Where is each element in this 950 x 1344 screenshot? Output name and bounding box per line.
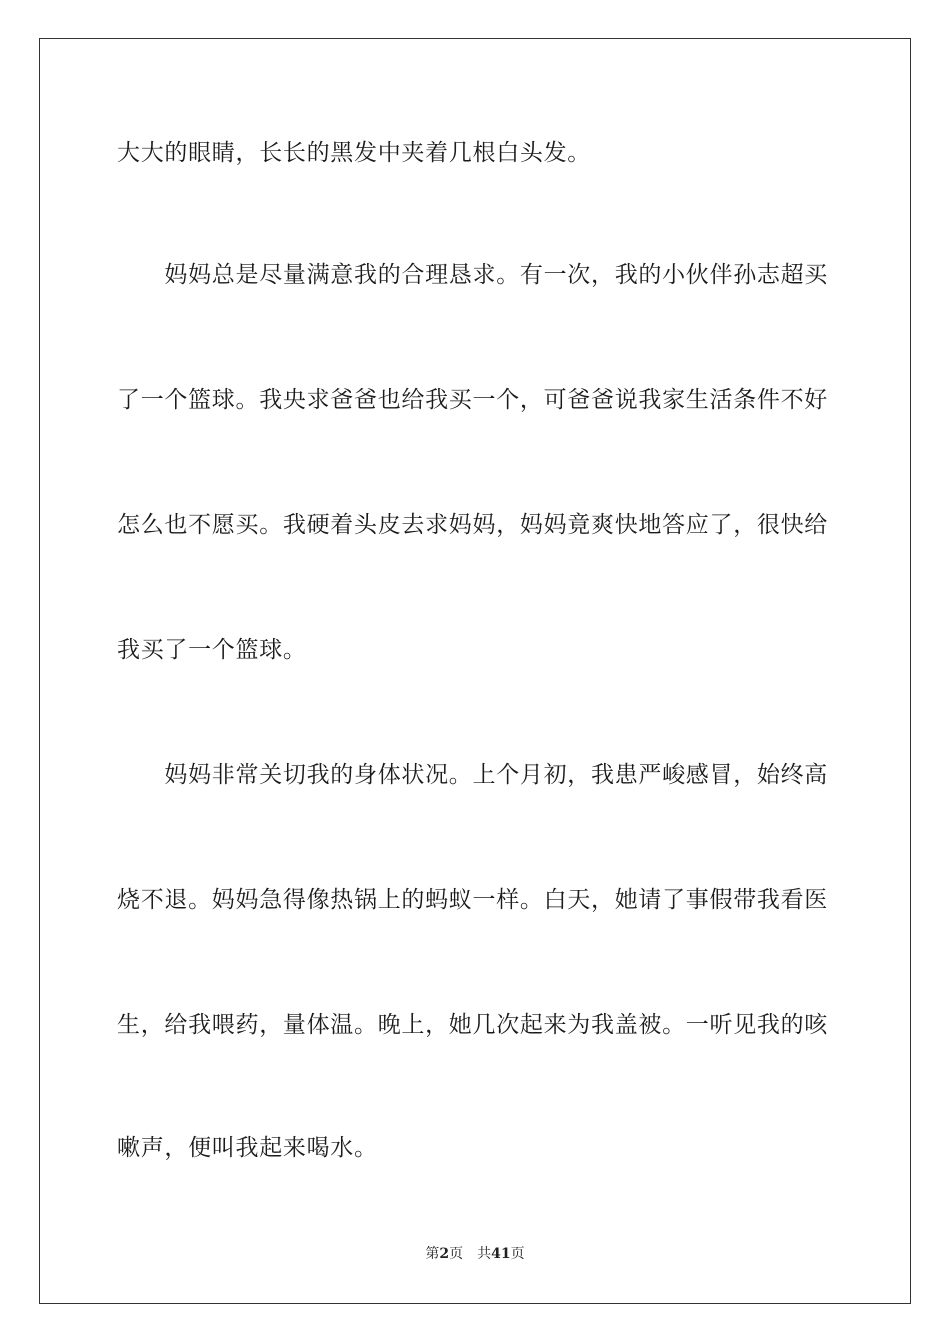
total-pages: 41: [491, 1246, 511, 1262]
text-line-1: 大大的眼睛，长长的黑发中夹着几根白头发。: [117, 140, 591, 166]
text-line-5: 我买了一个篮球。: [117, 637, 307, 663]
text-line-9: 嗽声，便叫我起来喝水。: [117, 1135, 378, 1161]
text-line-4: 怎么也不愿买。我硬着头皮去求妈妈，妈妈竟爽快地答应了，很快给: [117, 512, 828, 538]
text-line-7: 烧不退。妈妈急得像热锅上的蚂蚁一样。白天，她请了事假带我看医: [117, 887, 828, 913]
page-prefix: 第: [425, 1246, 440, 1262]
text-line-6: 妈妈非常关切我的身体状况。上个月初，我患严峻感冒，始终高: [117, 762, 828, 788]
text-line-8: 生，给我喂药，量体温。晚上，她几次起来为我盖被。一听见我的咳: [117, 1012, 828, 1038]
total-suffix: 页: [510, 1246, 525, 1262]
page-footer: [0, 1244, 950, 1264]
text-line-3: 了一个篮球。我央求爸爸也给我买一个，可爸爸说我家生活条件不好: [117, 387, 828, 413]
page-border: [39, 38, 911, 1304]
text-line-2: 妈妈总是尽量满意我的合理恳求。有一次，我的小伙伴孙志超买: [117, 262, 828, 288]
total-prefix: 共: [477, 1246, 492, 1262]
page-suffix: 页: [449, 1246, 464, 1262]
page-number: 2: [439, 1246, 450, 1262]
